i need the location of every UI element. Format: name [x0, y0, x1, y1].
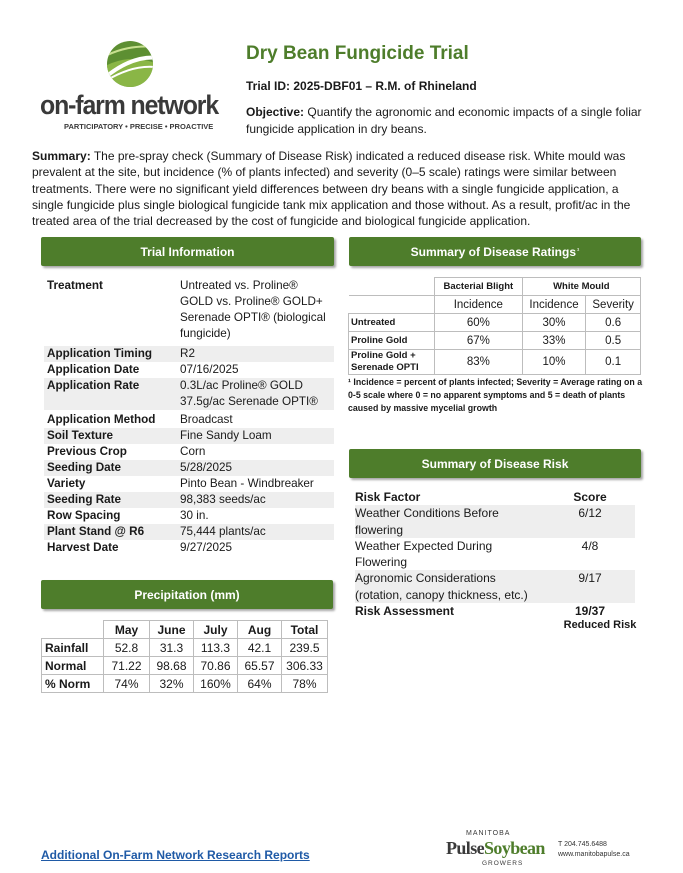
info-label: Seeding Date [47, 461, 122, 474]
info-row [44, 378, 334, 410]
table-cell: 31.3 [150, 639, 194, 657]
logo-wordmark: on-farm network [40, 90, 219, 120]
disease-ratings-table [348, 277, 641, 375]
table-cell: 10% [522, 350, 586, 375]
info-value: Untreated vs. Proline® GOLD vs. Proline® GOLD+ Serenade OPTI® (biological fungicide) [180, 279, 326, 340]
row-label: % Norm [42, 675, 104, 693]
summary-label: Summary: [32, 149, 91, 163]
summary-paragraph [32, 148, 650, 229]
table-cell: 30% [522, 314, 586, 332]
info-value: 0.3L/ac Proline® GOLD 37.5g/ac Serenade OPTI® [180, 379, 318, 408]
risk-factor: Weather Conditions Before flowering [355, 506, 499, 537]
info-value: Fine Sandy Loam [180, 429, 272, 442]
table-cell: 65.57 [238, 657, 282, 675]
info-label: Soil Texture [47, 429, 114, 442]
table-cell: 113.3 [194, 639, 238, 657]
info-row [44, 508, 334, 524]
info-label: Previous Crop [47, 445, 127, 458]
table-cell: 52.8 [104, 639, 150, 657]
contact-info [558, 840, 630, 860]
table-cell: 67% [435, 332, 523, 350]
footnote-mark: ¹ [577, 248, 580, 255]
manitoba-pulse-soybean-logo [446, 830, 551, 870]
logo-text-bottom: GROWERS [482, 860, 524, 867]
info-row [44, 346, 334, 362]
logo-text-top: MANITOBA [466, 830, 511, 837]
table-row [349, 278, 641, 296]
column-header: Risk Factor [355, 490, 421, 504]
row-label: Proline Gold [349, 332, 435, 350]
table-cell [349, 296, 435, 314]
logo-word-soybean: Soybean [484, 838, 545, 858]
disease-risk-heading: Summary of Disease Risk [421, 456, 569, 471]
objective-text: Quantify the agronomic and economic impacts of a single foliar fungicide application in dry beans. [246, 105, 642, 136]
trial-id: Trial ID: 2025-DBF01 – R.M. of Rhineland [246, 79, 477, 93]
table-row [349, 332, 641, 350]
info-label: Application Timing [47, 347, 152, 360]
table-row [355, 505, 635, 538]
table-cell [42, 621, 104, 639]
logo-word-pulse: Pulse [446, 838, 485, 858]
info-label: Application Date [47, 363, 140, 376]
risk-score: 6/12 [578, 506, 602, 521]
website-url: www.manitobapulse.ca [558, 851, 630, 858]
disease-ratings-heading: Summary of Disease Ratings [410, 244, 577, 259]
info-value: 07/16/2025 [180, 363, 239, 376]
info-row [44, 492, 334, 508]
table-cell: 42.1 [238, 639, 282, 657]
risk-assessment-label: Risk Assessment [355, 604, 454, 619]
info-row [44, 428, 334, 444]
page-title: Dry Bean Fungicide Trial [246, 43, 469, 64]
table-cell: 0.6 [586, 314, 641, 332]
logo-text-main [446, 838, 545, 859]
info-label: Harvest Date [47, 541, 119, 554]
table-cell: 98.68 [150, 657, 194, 675]
info-row [44, 278, 334, 342]
trial-information-heading: Trial Information [140, 244, 235, 259]
table-cell: 306.33 [282, 657, 328, 675]
risk-assessment-note: Reduced Risk [563, 619, 637, 631]
table-cell: 71.22 [104, 657, 150, 675]
table-cell: 78% [282, 675, 328, 693]
table-row [355, 603, 635, 619]
risk-assessment-score: 19/37 [574, 604, 606, 619]
precipitation-banner [41, 580, 333, 609]
column-header: Bacterial Blight [435, 278, 523, 296]
risk-score: 4/8 [581, 538, 599, 553]
info-value: 30 in. [180, 509, 209, 522]
column-header: Total [282, 621, 328, 639]
risk-factor: Agronomic Considerations (rotation, canopy thickness, etc.) [355, 571, 528, 602]
column-header: Aug [238, 621, 282, 639]
sub-header: Incidence [522, 296, 586, 314]
ratings-footnote: ¹ Incidence = percent of plants infected; Severity = Average rating on a 0-5 scale where 0 = no apparent symptoms and 5 = death of plants caused by massive mycelial growth [348, 377, 643, 413]
info-row [44, 444, 334, 460]
disease-ratings-banner [349, 237, 641, 266]
risk-factor: Weather Expected During Flowering [355, 538, 493, 570]
sub-header: Severity [586, 296, 641, 314]
table-cell: 0.1 [586, 350, 641, 375]
row-label: Proline Gold + Serenade OPTI [349, 350, 435, 375]
table-cell: 60% [435, 314, 523, 332]
info-label: Application Rate [47, 379, 140, 392]
column-header: June [150, 621, 194, 639]
row-label: Rainfall [42, 639, 104, 657]
sub-header: Incidence [435, 296, 523, 314]
column-header: Score [573, 490, 607, 504]
info-value: Pinto Bean - Windbreaker [180, 477, 314, 490]
info-row [44, 540, 334, 556]
table-cell: 32% [150, 675, 194, 693]
table-row [42, 657, 328, 675]
info-label: Treatment [47, 279, 103, 292]
on-farm-network-logo [40, 40, 220, 135]
table-cell: 74% [104, 675, 150, 693]
additional-reports-link[interactable]: Additional On-Farm Network Research Reports [41, 848, 310, 862]
phone-number: T 204.745.6488 [558, 841, 607, 848]
info-label: Plant Stand @ R6 [47, 525, 145, 538]
field-globe-icon [98, 40, 162, 88]
objective [246, 104, 646, 138]
table-row [42, 639, 328, 657]
precipitation-table [41, 620, 328, 693]
table-cell: 70.86 [194, 657, 238, 675]
info-value: R2 [180, 347, 195, 360]
info-label: Application Method [47, 413, 156, 426]
table-cell [349, 278, 435, 296]
disease-risk-table [355, 489, 635, 619]
column-header: May [104, 621, 150, 639]
table-cell: 0.5 [586, 332, 641, 350]
precipitation-heading: Precipitation (mm) [134, 587, 240, 602]
info-label: Variety [47, 477, 86, 490]
column-header: July [194, 621, 238, 639]
info-value: Broadcast [180, 413, 233, 426]
table-row [349, 296, 641, 314]
info-value: 5/28/2025 [180, 461, 232, 474]
table-row [355, 489, 635, 505]
table-cell: 33% [522, 332, 586, 350]
trial-information-banner [41, 237, 334, 266]
info-row [44, 362, 334, 378]
logo-tagline: PARTICIPATORY • PRECISE • PROACTIVE [64, 122, 214, 131]
objective-label: Objective: [246, 105, 305, 119]
info-value: 9/27/2025 [180, 541, 232, 554]
info-row [44, 412, 334, 428]
disease-risk-banner [349, 449, 641, 478]
table-row [355, 570, 635, 603]
table-row [355, 538, 635, 571]
column-header: White Mould [522, 278, 640, 296]
info-label: Row Spacing [47, 509, 121, 522]
info-value: 75,444 plants/ac [180, 525, 266, 538]
info-row [44, 460, 334, 476]
risk-score: 9/17 [578, 571, 602, 586]
table-cell: 83% [435, 350, 523, 375]
info-value: 98,383 seeds/ac [180, 493, 266, 506]
info-row [44, 524, 334, 540]
summary-text: The pre-spray check (Summary of Disease Risk) indicated a reduced disease risk. White mould was prevalent at the site, but incidence (% of plants infected) and severity (0–5 scale) ratings were similar between treatments. There were no significant yield differences between dry beans with a single fungicide application, a single fungicide plus single biological fungicide tank mix application and those without. As a result, profit/ac in the treated area of the trial decreased by the cost of fungicide and biological fungicide application. [32, 149, 631, 229]
table-cell: 64% [238, 675, 282, 693]
table-cell: 160% [194, 675, 238, 693]
table-row [42, 675, 328, 693]
table-cell: 239.5 [282, 639, 328, 657]
table-row [349, 314, 641, 332]
table-row [42, 621, 328, 639]
info-label: Seeding Rate [47, 493, 122, 506]
info-value: Corn [180, 445, 206, 458]
info-row [44, 476, 334, 492]
table-row [349, 350, 641, 375]
row-label: Untreated [349, 314, 435, 332]
trial-information-list [44, 278, 334, 556]
row-label: Normal [42, 657, 104, 675]
